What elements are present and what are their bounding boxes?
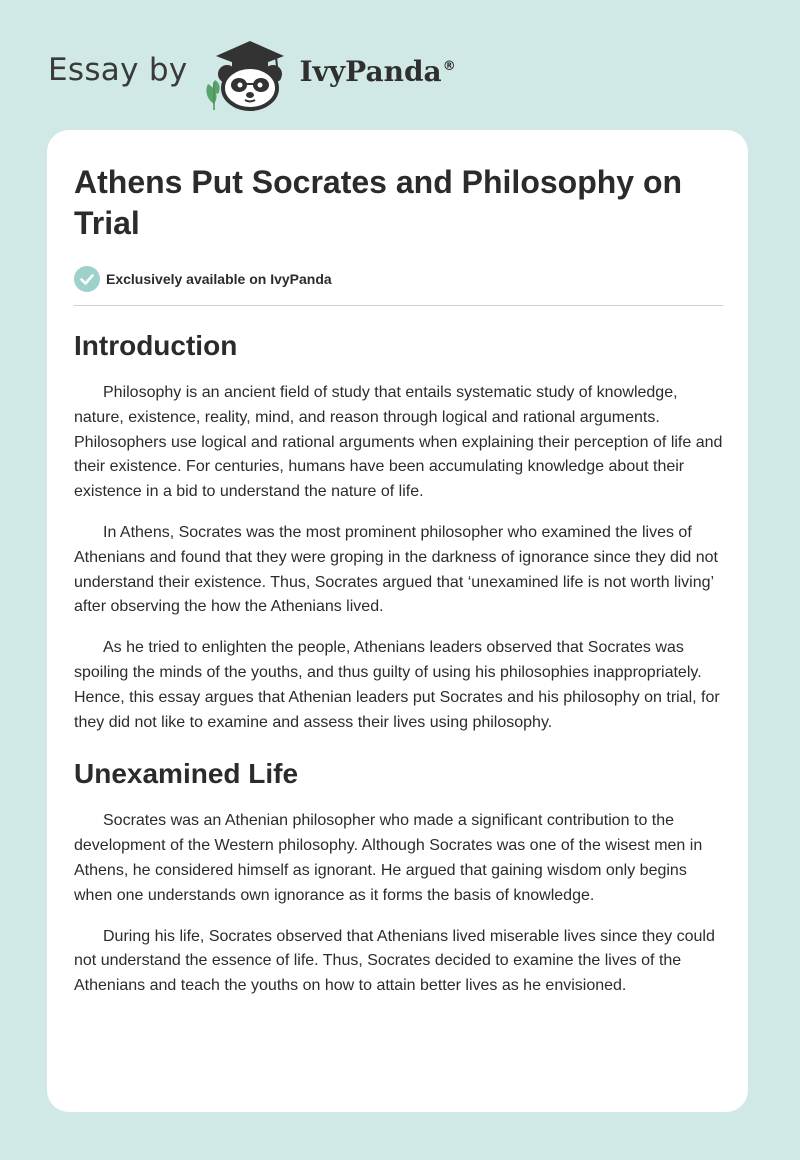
exclusive-badge-text: Exclusively available on IvyPanda <box>106 271 332 287</box>
essay-card <box>47 130 748 1112</box>
section-introduction <box>74 329 723 735</box>
site-header <box>48 32 456 112</box>
essay-title: Athens Put Socrates and Philosophy on Trial <box>74 164 683 241</box>
brand-prefix: Essay by <box>48 52 188 88</box>
section-heading: Unexamined Life <box>74 758 299 790</box>
title-divider <box>74 305 723 306</box>
paragraph: Socrates was an Athenian philosopher who made a significant contribution to the development of the Western philosophy. Although Socrates was one of the wisest men in Athens, he considered himself as ignorant. He argued that gaining wisdom only begins when one understands own ignorance as it forms the basis of knowledge. <box>74 812 703 904</box>
section-unexamined-life <box>74 757 723 999</box>
exclusive-badge <box>74 264 723 294</box>
check-circle-icon <box>74 266 100 292</box>
registered-mark: ® <box>442 59 456 75</box>
paragraph: Philosophy is an ancient field of study that entails systematic study of knowledge, nature, existence, reality, mind, and reason through logical and rational arguments. Philosophers use logical and rational arguments when explaining their perception of life and their existence. For centuries, humans have been accumulating knowledge about their existence in a bid to understand the nature of life. <box>74 384 723 501</box>
paragraph: In Athens, Socrates was the most prominent philosopher who examined the lives of Athenians and found that they were groping in the darkness of ignorance since they did not understand their existence. Thus, Socrates argued that ‘unexamined life is not worth living’ after observing the how the Athenians lived. <box>74 523 718 616</box>
essay-content <box>74 162 723 999</box>
paragraph: As he tried to enlighten the people, Athenians leaders observed that Socrates was spoiling the minds of the youths, and thus guilty of using his philosophies inappropriately. Hence, this essay argues that Athenian leaders put Socrates and his philosophy on trial, for they did not like to examine and assess their lives using philosophy. <box>74 639 720 731</box>
panda-graduate-logo-icon[interactable] <box>202 32 298 112</box>
section-heading: Introduction <box>74 330 238 361</box>
paragraph: During his life, Socrates observed that Athenians lived miserable lives since they could not understand the essence of life. Thus, Socrates decided to examine the lives of the Athenians and teach the youths on how to attain better lives as he envisioned. <box>74 927 715 995</box>
brand-name[interactable]: IvyPanda® <box>299 54 456 88</box>
